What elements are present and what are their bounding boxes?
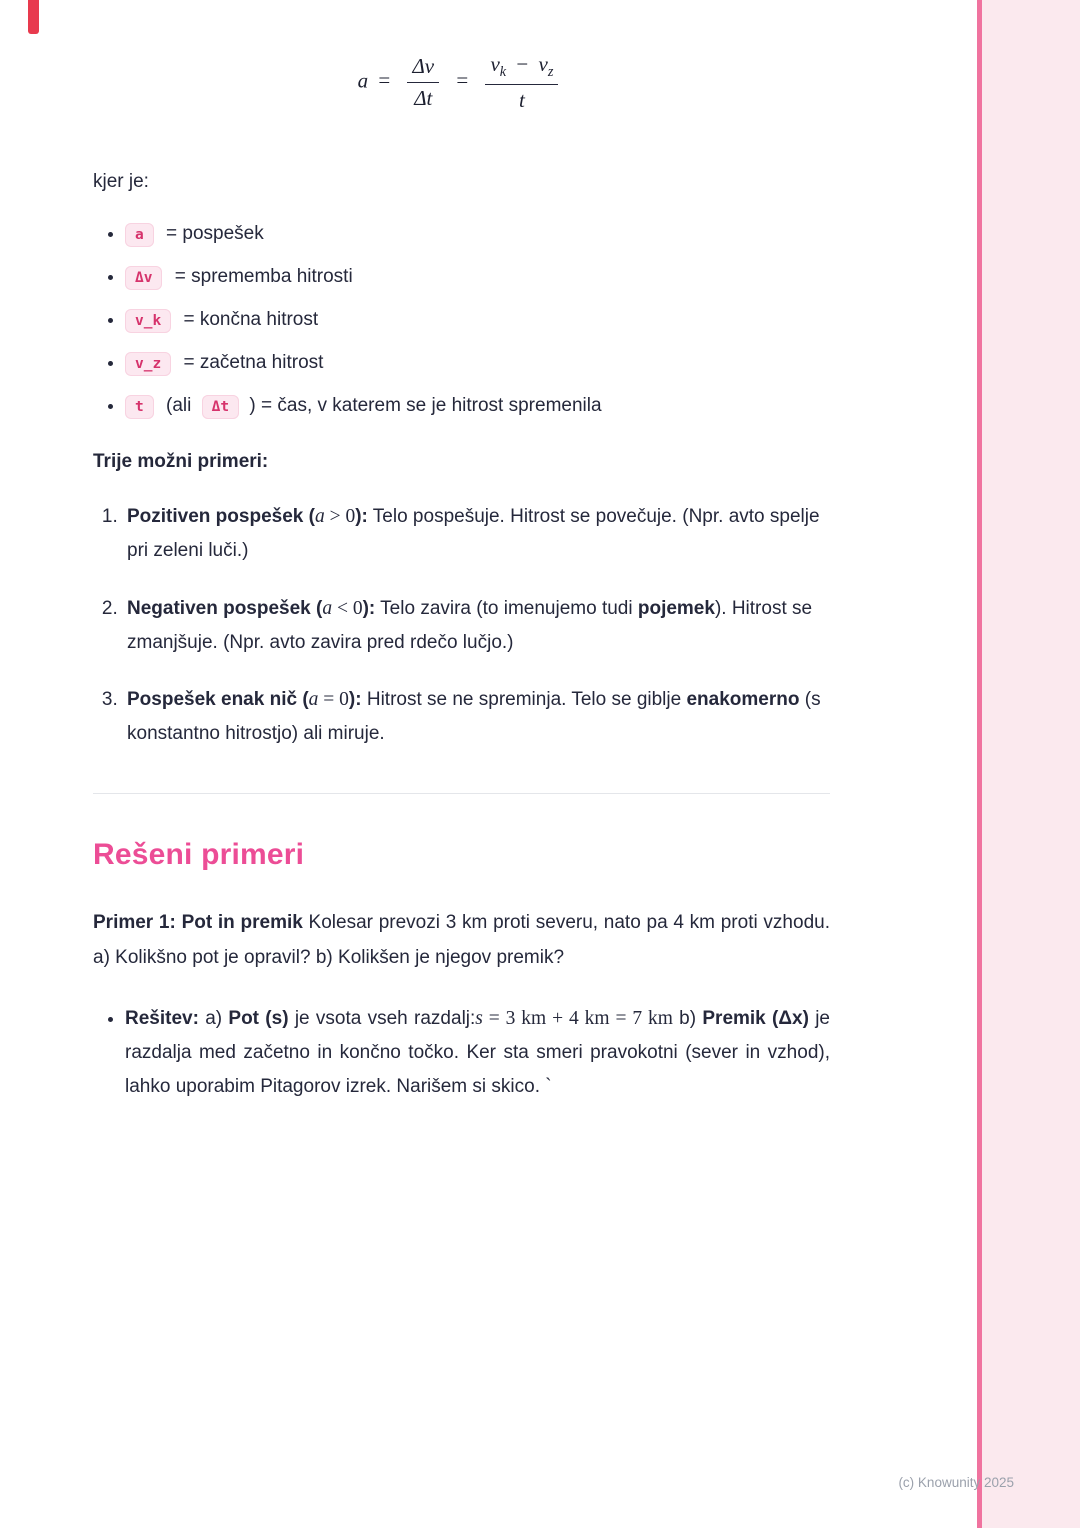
cases-list xyxy=(93,499,830,751)
case-text: Telo pospešuje. Hitrost se povečuje. (Npr. avto spelje pri zeleni luči.) xyxy=(127,506,820,562)
case-text: (s konstantno hitrostjo) ali miruje. xyxy=(127,688,821,745)
solution-bold-pot: Pot (s) xyxy=(228,1007,289,1029)
example-1-paragraph xyxy=(93,906,830,974)
math-var: a xyxy=(308,688,319,710)
definition-list xyxy=(93,223,830,417)
equals-sign: = xyxy=(456,68,469,93)
case-bold-mid: enakomerno xyxy=(686,688,800,710)
fraction-dv-dt xyxy=(407,54,439,111)
example-1-title: Primer 1: Pot in premik xyxy=(93,912,303,934)
cases-title: Trije možni primeri: xyxy=(93,451,269,473)
definition-text: ) = čas, v katerem se je hitrost spremenila xyxy=(249,395,602,417)
case-bold-open: Negativen pospešek ( xyxy=(127,597,323,619)
definition-text: = pospešek xyxy=(166,223,264,245)
sub-z: z xyxy=(547,64,554,81)
case-item-negative xyxy=(123,591,830,660)
list-item xyxy=(125,223,830,245)
code-token-vk: v_k xyxy=(125,309,171,333)
solution-text: a) xyxy=(198,1007,229,1029)
minus-sign: − xyxy=(516,52,529,76)
solution-text: je razdalja med začetno in končno točko. Ker sta smeri pravokotni (sever in vzhod), lahko uporabim Pitagorov izrek. Narišem si skico. ` xyxy=(125,1007,831,1098)
list-item xyxy=(125,352,830,374)
case-item-positive xyxy=(123,499,830,568)
definition-text: (ali xyxy=(166,395,192,417)
solved-examples-heading: Rešeni primeri xyxy=(93,838,305,872)
solution-list xyxy=(93,1001,830,1105)
code-token-dt: Δt xyxy=(202,395,239,419)
case-bold-close: ): xyxy=(348,688,362,710)
math-rest: = 0 xyxy=(318,688,349,710)
case-text: Hitrost se ne spreminja. Telo se giblje xyxy=(361,688,687,710)
fraction-denominator: Δt xyxy=(414,86,433,111)
math-var: s xyxy=(475,1007,483,1029)
where-label: kjer je: xyxy=(93,171,149,193)
example-1-text: Kolesar prevozi 3 km proti severu, nato pa 4 km proti vzhodu. a) Kolikšno pot je opravil? b) Kolikšen je njegov premik? xyxy=(93,912,830,968)
solution-text: je vsota vseh razdalj: xyxy=(288,1007,476,1029)
fraction-numerator: Δv xyxy=(407,54,439,83)
list-item xyxy=(125,395,830,417)
copyright-footer: (c) Knowunity 2025 xyxy=(898,1475,1014,1490)
acceleration-formula xyxy=(93,52,830,113)
case-bold-open: Pozitiven pospešek ( xyxy=(127,506,315,528)
inline-math xyxy=(322,598,362,619)
case-bold-close: ): xyxy=(362,597,376,619)
solution-text: b) xyxy=(672,1007,703,1029)
formula-lhs: a xyxy=(357,68,369,93)
fraction-denominator: t xyxy=(519,88,525,113)
fraction-numerator xyxy=(485,52,558,85)
definition-text: = sprememba hitrosti xyxy=(174,266,353,288)
section-divider xyxy=(93,793,830,794)
inline-math xyxy=(315,506,355,527)
list-item xyxy=(125,266,830,288)
document-content xyxy=(93,52,830,1104)
inline-math xyxy=(475,1008,673,1029)
math-var: a xyxy=(314,506,325,528)
solution-bold-premik: Premik (Δx) xyxy=(702,1007,809,1029)
equals-sign: = xyxy=(378,68,391,93)
code-token-dv: Δv xyxy=(125,266,162,290)
code-token-t: t xyxy=(125,395,154,419)
definition-text: = končna hitrost xyxy=(183,309,319,331)
code-token-vz: v_z xyxy=(125,352,171,376)
var-v: v xyxy=(490,52,500,76)
solution-item xyxy=(125,1001,830,1105)
var-v: v xyxy=(538,52,548,76)
case-bold-close: ): xyxy=(355,506,368,528)
math-rest: > 0 xyxy=(324,506,356,528)
case-text: ). Hitrost se zmanjšuje. (Npr. avto zavira pred rdečo lučjo.) xyxy=(127,597,813,653)
math-rest: < 0 xyxy=(332,597,363,619)
definition-text: = začetna hitrost xyxy=(183,352,324,374)
math-var: a xyxy=(322,597,333,619)
solution-label: Rešitev: xyxy=(125,1007,199,1029)
right-margin-panel xyxy=(982,0,1080,1528)
sub-k: k xyxy=(499,64,507,81)
fraction-vk-vz-t xyxy=(485,52,558,113)
code-token-a: a xyxy=(125,223,154,247)
case-bold-open: Pospešek enak nič ( xyxy=(127,688,309,710)
page-corner-mark xyxy=(28,0,39,34)
case-text: Telo zavira (to imenujemo tudi xyxy=(375,597,638,619)
inline-math xyxy=(309,689,349,710)
list-item xyxy=(125,309,830,331)
case-bold-mid: pojemek xyxy=(637,597,715,619)
math-rest: = 3 km + 4 km = 7 km xyxy=(482,1007,673,1029)
case-item-zero xyxy=(123,682,830,751)
